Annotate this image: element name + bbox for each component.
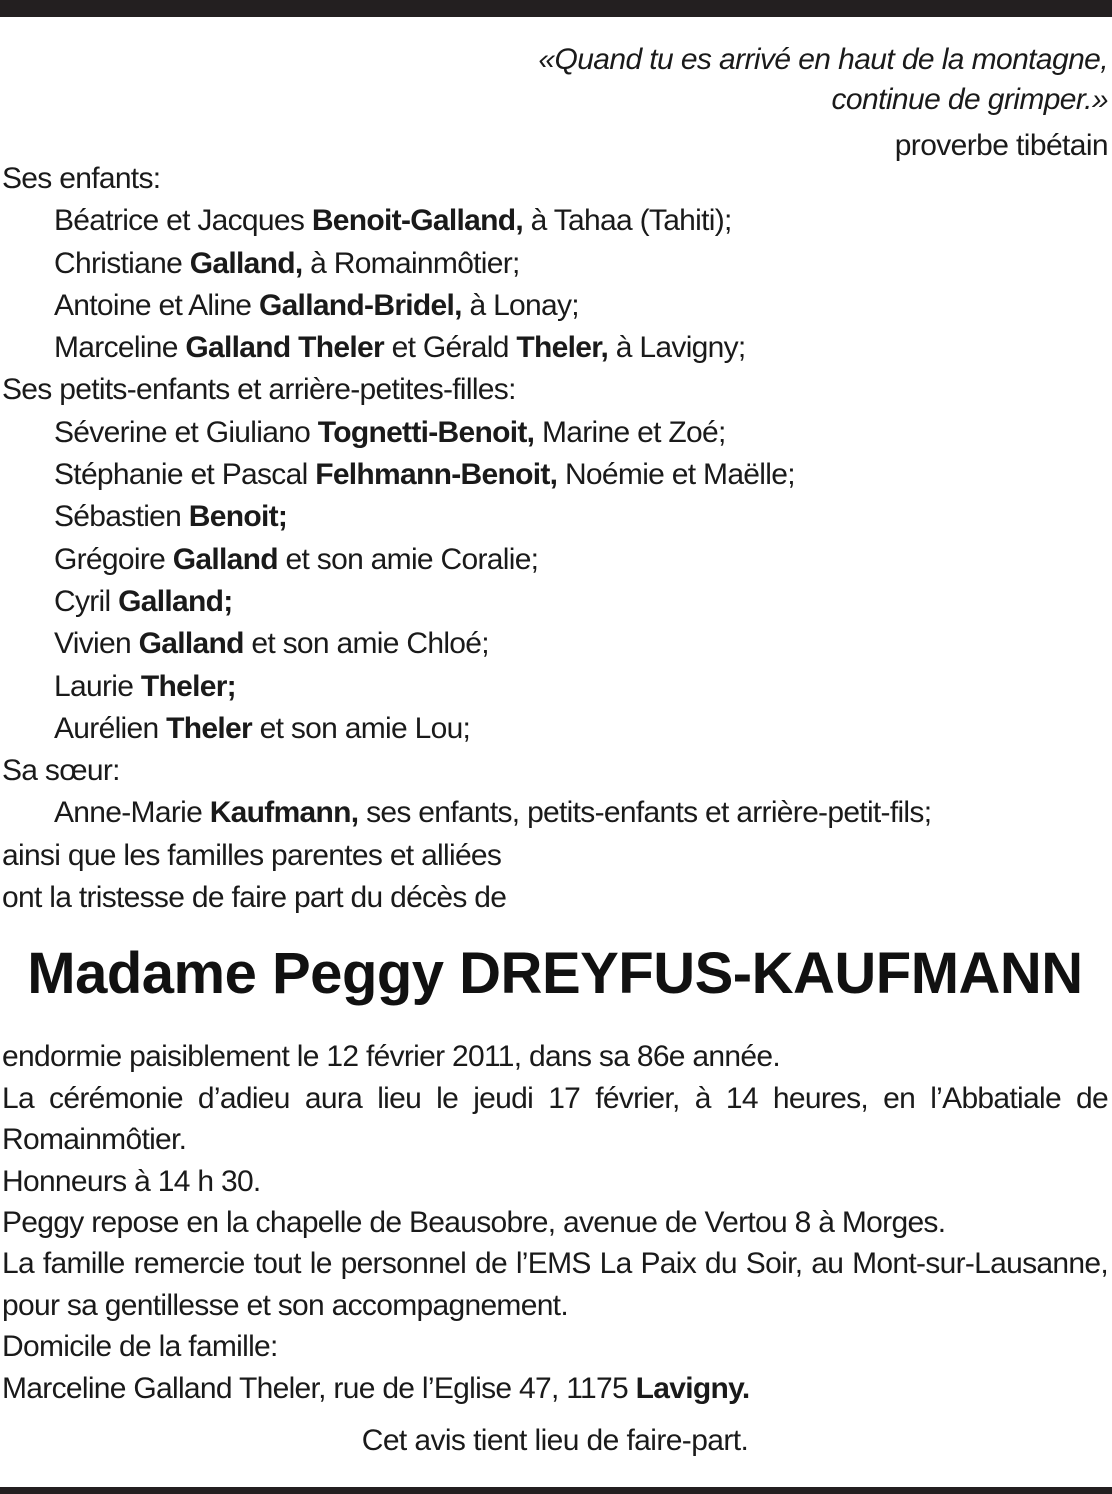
domicile-label: Domicile de la famille: (2, 1330, 278, 1364)
surname: Felhmann-Benoit, (315, 458, 558, 492)
surname: Theler; (140, 669, 236, 703)
domicile-town: Lavigny. (635, 1371, 750, 1405)
grandchild-entry: Grégoire Galland et son amie Coralie; (54, 542, 539, 576)
surname: Galland-Bridel, (258, 288, 462, 322)
closing-line: ainsi que les familles parentes et alliées (2, 838, 502, 872)
grandchild-entry: Vivien Galland et son amie Chloé; (54, 627, 489, 661)
grandchild-entry: Stéphanie et Pascal Felhmann-Benoit, Noémie et Maëlle; (54, 458, 795, 492)
surname: Galland, (189, 246, 303, 280)
grandchild-entry: Sébastien Benoit; (54, 500, 288, 534)
quote-attribution: proverbe tibétain (894, 129, 1108, 162)
epigraph-quote (2, 40, 1108, 120)
bottom-rule (0, 1487, 1112, 1494)
child-entry: Marceline Galland Theler et Gérald Theler, à Lavigny; (54, 331, 746, 365)
top-rule (0, 0, 1112, 17)
grandchild-entry: Laurie Theler; (54, 669, 236, 703)
family-list (2, 158, 1108, 919)
sister-entry: Anne-Marie Kaufmann, ses enfants, petits-enfants et arrière-petit-fils; (54, 796, 932, 830)
surname: Galland (172, 542, 278, 576)
surname: Theler (166, 711, 252, 745)
quote-line-2: continue de grimper.» (831, 83, 1108, 116)
surname: Galland (138, 627, 244, 661)
resting-place: Peggy repose en la chapelle de Beausobre, avenue de Vertou 8 à Morges. (2, 1205, 946, 1239)
closing-line: ont la tristesse de faire part du décès de (2, 881, 507, 915)
honours-time: Honneurs à 14 h 30. (2, 1164, 261, 1198)
child-entry: Béatrice et Jacques Benoit-Galland, à Tahaa (Tahiti); (54, 204, 732, 238)
grandchild-entry: Cyril Galland; (54, 584, 233, 618)
domicile-address: Marceline Galland Theler, rue de l’Eglise 47, 1175 Lavigny. (2, 1371, 750, 1405)
surname: Galland Theler (185, 331, 384, 365)
obituary-notice (2, 40, 1108, 1461)
surname: Galland; (118, 584, 233, 618)
ceremony-info: La cérémonie d’adieu aura lieu le jeudi 17 février, à 14 heures, en l’Abbatiale de Romainmôtier. (2, 1081, 1108, 1157)
passing-date: endormie paisiblement le 12 février 2011, dans sa 86e année. (2, 1040, 780, 1074)
surname: Tognetti-Benoit, (317, 415, 535, 449)
surname: Kaufmann, (209, 796, 359, 830)
grandchild-entry: Séverine et Giuliano Tognetti-Benoit, Marine et Zoé; (54, 415, 726, 449)
surname: Theler, (516, 331, 609, 365)
grandchild-entry: Aurélien Theler et son amie Lou; (54, 711, 471, 745)
faire-part-note: Cet avis tient lieu de faire-part. (361, 1424, 749, 1457)
child-entry: Antoine et Aline Galland-Bridel, à Lonay; (54, 288, 579, 322)
deceased-name: Madame Peggy DREYFUS-KAUFMANN (27, 941, 1083, 1007)
sister-heading: Sa sœur: (2, 754, 120, 788)
quote-line-1: «Quand tu es arrivé en haut de la montagne, (538, 43, 1108, 76)
surname: Benoit-Galland, (311, 204, 524, 238)
thanks-note: La famille remercie tout le personnel de l’EMS La Paix du Soir, au Mont-sur-Lausanne, pour sa gentillesse et son accompagnement. (2, 1247, 1108, 1322)
surname: Benoit; (188, 500, 288, 534)
grandchildren-heading: Ses petits-enfants et arrière-petites-filles: (2, 373, 516, 407)
child-entry: Christiane Galland, à Romainmôtier; (54, 246, 520, 280)
children-heading: Ses enfants: (2, 162, 161, 195)
ceremony-details (2, 1036, 1108, 1409)
